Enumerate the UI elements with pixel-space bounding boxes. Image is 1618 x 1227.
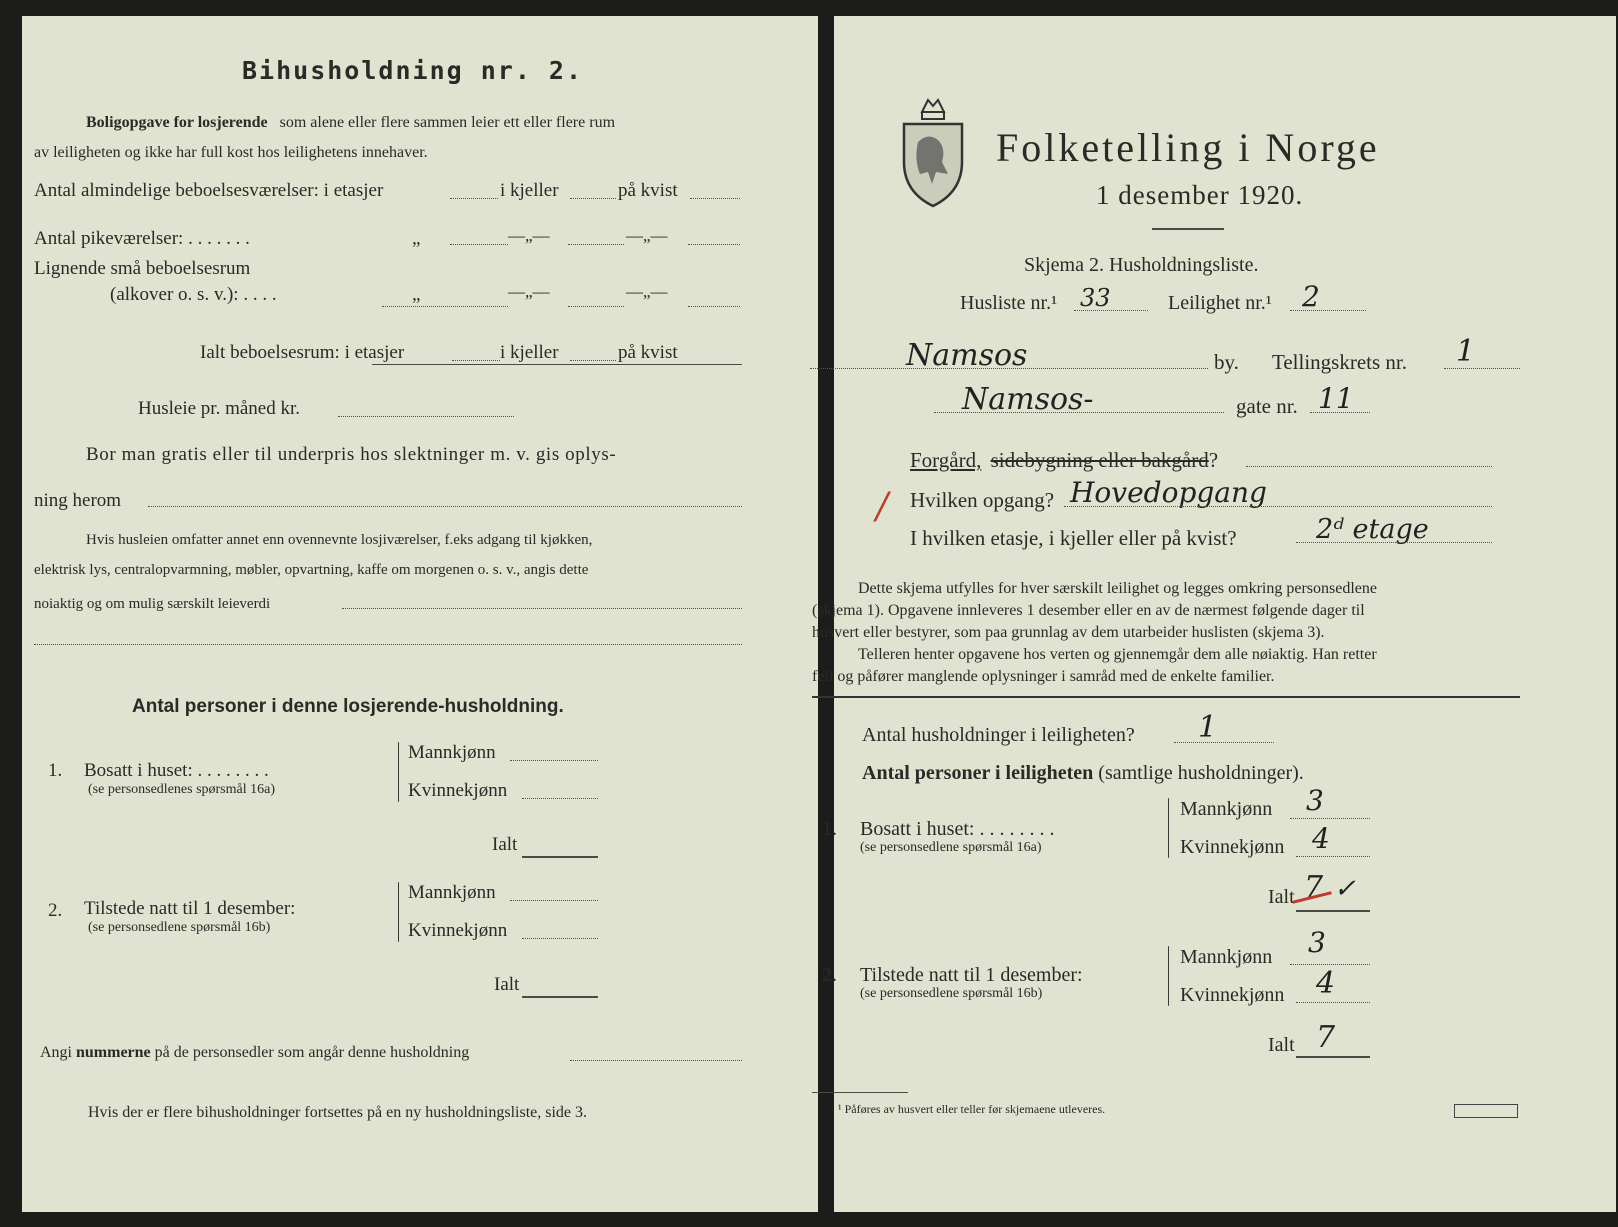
field-q2-mann[interactable] <box>510 900 598 901</box>
brace <box>1168 798 1169 858</box>
angi-rest: på de personsedler som angår denne husholdning <box>154 1044 470 1061</box>
instructions-2: (skjema 1). Opgavene innleveres 1 desember eller en av de nærmest følgende dager til <box>812 602 1365 619</box>
instructions-5: feil og påfører manglende oplysninger i samråd med de enkelte familier. <box>812 668 1275 685</box>
underline <box>372 364 742 365</box>
coat-of-arms-icon <box>898 92 968 212</box>
value-by: Namsos <box>906 338 1028 373</box>
brace <box>1168 946 1169 1006</box>
label-husliste: Husliste nr.¹ <box>960 292 1058 314</box>
label-by: by. <box>1214 350 1239 374</box>
field-pike-kvist[interactable] <box>688 244 740 245</box>
value-q1-kvinne: 4 <box>1312 822 1330 855</box>
field-tellingskrets[interactable] <box>1444 368 1520 369</box>
intro-bold: Boligopgave for losjerende <box>86 114 268 131</box>
ditto-mark: „ <box>412 228 421 249</box>
q2-number: 2. <box>822 964 837 986</box>
field-q2-ialt[interactable] <box>522 996 598 998</box>
q1-label: Bosatt i huset: . . . . . . . . <box>860 818 1055 840</box>
field-etasje[interactable] <box>1296 542 1492 543</box>
text-hvis-2: elektrisk lys, centralopvarmning, møbler, opvartning, kaffe om morgenen o. s. v., angis dette <box>34 562 589 578</box>
label-kjeller: i kjeller <box>500 342 559 363</box>
text-hvis-3: noiaktig og om mulig særskilt leieverdi <box>34 596 271 612</box>
brace <box>398 742 399 802</box>
label-ialt: Ialt <box>1268 886 1295 908</box>
field-q2-kvinne[interactable] <box>522 938 598 939</box>
text-bor-2: ning herom <box>34 490 122 511</box>
q1-number: 1. <box>822 818 837 840</box>
field-forgard[interactable] <box>1246 466 1492 467</box>
field-by[interactable] <box>810 368 1208 369</box>
field-alkover-kjeller[interactable] <box>568 306 624 307</box>
struck-text: sidebygning eller bakgård <box>990 448 1209 472</box>
intro-text: som alene eller flere sammen leier ett eller flere rum <box>279 114 616 131</box>
value-q2-ialt: 7 <box>1316 1020 1336 1055</box>
margin-mark: / <box>876 486 889 527</box>
q1-number: 1. <box>48 760 63 781</box>
label-leilighet: Leilighet nr.¹ <box>1168 292 1272 314</box>
field-q2-ialt[interactable] <box>1296 1056 1370 1058</box>
q1-sub: (se personsedlenes spørsmål 16a) <box>88 782 276 797</box>
label-mann: Mannkjønn <box>1180 946 1273 968</box>
text-hvis: Hvis husleien omfatter annet enn ovennevnte losjiværelser, f.eks adgang til kjøkken, <box>86 532 593 548</box>
label-kvinne: Kvinnekjønn <box>408 920 508 941</box>
label-pikevaerelser: Antal pikeværelser: . . . . . . . <box>34 228 250 249</box>
field-ialt-etasjer[interactable] <box>452 360 500 361</box>
label-ialt-beboelsesrum: Ialt beboelsesrum: i etasjer <box>200 342 405 363</box>
value-antal-hush: 1 <box>1198 710 1218 745</box>
field-etasjer[interactable] <box>450 198 498 199</box>
q2-sub: (se personsedlene spørsmål 16b) <box>860 986 1043 1001</box>
q2-label: Tilstede natt til 1 desember: <box>84 898 296 919</box>
ditto-mark: —„— <box>508 282 550 301</box>
field-leieverdi-2[interactable] <box>34 644 742 645</box>
divider <box>1152 228 1224 230</box>
label-almindelige: Antal almindelige beboelsesværelser: i etasjer <box>34 180 384 201</box>
field-antal-hush[interactable] <box>1174 742 1274 743</box>
label-mann: Mannkjønn <box>1180 798 1273 820</box>
label-lignende: Lignende små beboelsesrum <box>34 258 251 279</box>
field-gate[interactable] <box>934 412 1224 413</box>
ditto-mark: —„— <box>626 282 668 301</box>
q2-number: 2. <box>48 900 63 921</box>
footnote-rule <box>812 1092 908 1093</box>
value-tellingskrets: 1 <box>1456 334 1476 369</box>
field-q1-mann[interactable] <box>510 760 598 761</box>
label-kvinne: Kvinnekjønn <box>1180 984 1285 1006</box>
instructions-4: Telleren henter opgavene hos verten og gjennemgår dem alle nøiaktig. Han retter <box>858 646 1377 663</box>
schema-label: Skjema 2. Husholdningsliste. <box>1024 254 1259 276</box>
section-heading: Antal personer i denne losjerende-husholdning. <box>132 696 564 717</box>
antal-personer-rest: (samtlige husholdninger). <box>1098 762 1304 784</box>
label-etasje: I hvilken etasje, i kjeller eller på kvist? <box>910 526 1237 550</box>
value-gate-nr: 11 <box>1318 382 1354 415</box>
forgard-q: ? <box>1208 448 1219 472</box>
check-icon: ✓ <box>1334 874 1356 904</box>
value-q1-ialt: 7 <box>1304 870 1324 905</box>
field-gate-nr[interactable] <box>1310 412 1370 413</box>
label-kvist: på kvist <box>618 180 678 201</box>
field-ialt-kjeller[interactable] <box>570 360 616 361</box>
field-husleie[interactable] <box>338 416 514 417</box>
ditto-mark: „ <box>412 284 421 305</box>
field-alkover-etasjer[interactable] <box>382 306 508 307</box>
label-opgang: Hvilken opgang? <box>910 488 1055 512</box>
left-page <box>22 16 818 1212</box>
form-title: Folketelling i Norge <box>996 125 1380 170</box>
field-bor[interactable] <box>148 506 742 507</box>
instructions-1: Dette skjema utfylles for hver særskilt leilighet og legges omkring personsedlene <box>858 580 1377 597</box>
form-date: 1 desember 1920. <box>1096 180 1304 210</box>
label-ialt: Ialt <box>1268 1034 1295 1056</box>
value-q2-kvinne: 4 <box>1316 966 1336 1001</box>
label-ialt: Ialt <box>494 974 520 995</box>
value-opgang: Hovedopgang <box>1070 476 1267 509</box>
field-q2-mann[interactable] <box>1290 964 1370 965</box>
value-q2-mann: 3 <box>1308 926 1326 959</box>
field-q1-kvinne[interactable] <box>522 798 598 799</box>
field-q1-ialt[interactable] <box>1296 910 1370 912</box>
page-title: Bihusholdning nr. 2. <box>242 56 584 85</box>
value-leilighet: 2 <box>1302 280 1320 313</box>
q2-label: Tilstede natt til 1 desember: <box>860 964 1083 986</box>
label-alkover: (alkover o. s. v.): . . . . <box>110 284 277 305</box>
ditto-mark: —„— <box>626 226 668 245</box>
label-husleie: Husleie pr. måned kr. <box>138 398 300 419</box>
intro-text-2: av leiligheten og ikke har full kost hos leilighetens innehaver. <box>34 144 428 161</box>
field-q1-mann[interactable] <box>1290 818 1370 819</box>
angi-pre: Angi <box>40 1044 72 1061</box>
antal-personer-bold: Antal personer i leiligheten <box>862 762 1094 784</box>
field-opgang[interactable] <box>1064 506 1492 507</box>
value-gate: Namsos- <box>962 382 1094 417</box>
q1-label: Bosatt i huset: . . . . . . . . <box>84 760 269 781</box>
row-forgard <box>910 448 1218 473</box>
field-q1-ialt[interactable] <box>522 856 598 858</box>
text-angi <box>40 1044 469 1062</box>
footnote: ¹ Påføres av husvert eller teller før skjemaene utleveres. <box>838 1102 1106 1116</box>
q2-sub: (se personsedlene spørsmål 16b) <box>88 920 271 935</box>
right-page <box>812 16 1616 1212</box>
field-kvist[interactable] <box>690 198 740 199</box>
label-mann: Mannkjønn <box>408 882 496 903</box>
angi-bold: nummerne <box>76 1044 151 1061</box>
forgard-label: Forgård, <box>910 448 982 472</box>
field-kjeller[interactable] <box>570 198 616 199</box>
row-antal-personer <box>862 762 1304 785</box>
field-nummerne[interactable] <box>570 1060 742 1061</box>
label-kvinne: Kvinnekjønn <box>1180 836 1285 858</box>
label-ialt: Ialt <box>492 834 518 855</box>
label-kvinne: Kvinnekjønn <box>408 780 508 801</box>
label-mann: Mannkjønn <box>408 742 496 763</box>
instructions-3: husvert eller bestyrer, som paa grunnlag av dem utarbeider huslisten (skjema 3). <box>812 624 1325 641</box>
label-tellingskrets: Tellingskrets nr. <box>1272 350 1408 374</box>
ditto-mark: —„— <box>508 226 550 245</box>
text-bor: Bor man gratis eller til underpris hos slektninger m. v. gis oplys- <box>86 444 617 465</box>
label-kvist: på kvist <box>618 342 678 363</box>
section-rule <box>812 696 1520 698</box>
label-kjeller: i kjeller <box>500 180 559 201</box>
q1-sub: (se personsedlene spørsmål 16a) <box>860 840 1042 855</box>
field-alkover-kvist[interactable] <box>688 306 740 307</box>
field-leilighet[interactable] <box>1290 310 1366 311</box>
field-pike-kjeller[interactable] <box>568 244 624 245</box>
value-husliste: 33 <box>1080 284 1111 312</box>
footer-text: Hvis der er flere bihusholdninger fortsettes på en ny husholdningsliste, side 3. <box>88 1104 588 1121</box>
field-pike-etasjer[interactable] <box>450 244 508 245</box>
field-q2-kvinne[interactable] <box>1296 1002 1370 1003</box>
field-husliste[interactable] <box>1074 310 1148 311</box>
label-gate: gate nr. <box>1236 394 1298 418</box>
brace <box>398 882 399 942</box>
value-q1-mann: 3 <box>1306 784 1324 817</box>
value-etasje: 2ᵈ etage <box>1316 514 1429 545</box>
field-leieverdi[interactable] <box>342 608 742 609</box>
field-q1-kvinne[interactable] <box>1296 856 1370 857</box>
label-antal-hush: Antal husholdninger i leiligheten? <box>862 724 1135 746</box>
printer-stamp-icon <box>1454 1104 1518 1118</box>
